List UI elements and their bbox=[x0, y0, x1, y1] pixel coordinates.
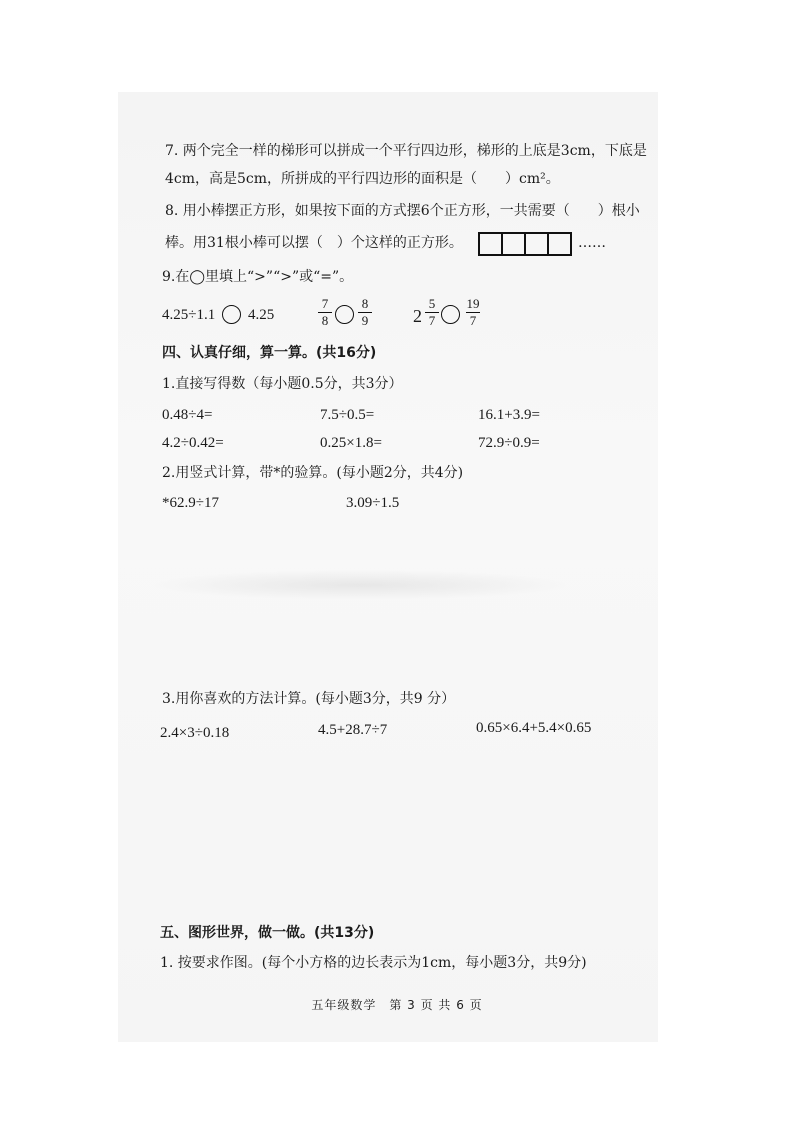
section-4-part-2-title: 2.用竖式计算，带*的验算。(每小题2分，共4分) bbox=[162, 465, 464, 481]
fraction-8-9 bbox=[358, 297, 372, 328]
mental-calc-item: 0.25×1.8= bbox=[320, 435, 382, 451]
calc-item: 2.4×3÷0.18 bbox=[160, 725, 230, 741]
q8-line-2: 棒。用31根小棒可以摆（ ）个这样的正方形。 bbox=[165, 235, 463, 251]
numerator: 7 bbox=[321, 296, 329, 311]
numerator: 8 bbox=[361, 296, 369, 311]
square-1 bbox=[478, 232, 503, 256]
calc-item: 4.5+28.7÷7 bbox=[318, 722, 388, 738]
mental-calc-item: 72.9÷0.9= bbox=[478, 435, 540, 451]
square-4 bbox=[547, 232, 572, 256]
section-5-part-1-title: 1. 按要求作图。(每个小方格的边长表示为1cm，每小题3分，共9分) bbox=[160, 955, 587, 971]
scan-smudge bbox=[150, 570, 570, 600]
q8-line-1: 8. 用小棒摆正方形，如果按下面的方式摆6个正方形，一共需要（ ）根小 bbox=[165, 203, 640, 219]
mental-calc-item: 16.1+3.9= bbox=[478, 407, 540, 423]
q9-item1-right: 4.25 bbox=[248, 307, 275, 323]
denominator: 7 bbox=[428, 313, 436, 328]
denominator: 9 bbox=[361, 313, 369, 328]
denominator: 7 bbox=[469, 313, 477, 328]
compare-circle-2[interactable] bbox=[335, 305, 354, 324]
fraction-5-7 bbox=[425, 297, 439, 328]
square-2 bbox=[501, 232, 526, 256]
section-4-part-1-title: 1.直接写得数（每小题0.5分，共3分） bbox=[162, 376, 403, 392]
fraction-19-7 bbox=[466, 297, 480, 328]
compare-circle-1[interactable] bbox=[222, 305, 241, 324]
denominator: 8 bbox=[321, 313, 329, 328]
mental-calc-item: 0.48÷4= bbox=[162, 407, 213, 423]
numerator: 5 bbox=[428, 296, 436, 311]
vertical-calc-item: 3.09÷1.5 bbox=[346, 495, 400, 511]
compare-circle-3[interactable] bbox=[441, 305, 460, 324]
square-3 bbox=[524, 232, 549, 256]
q8-ellipsis: …… bbox=[578, 235, 606, 251]
page-footer: 五年级数学 第 3 页 共 6 页 bbox=[311, 998, 483, 1012]
section-4-title: 四、认真仔细，算一算。(共16分) bbox=[162, 345, 377, 361]
numerator: 19 bbox=[466, 296, 480, 311]
fraction-7-8 bbox=[318, 297, 332, 328]
q9-item1-left: 4.25÷1.1 bbox=[162, 307, 216, 323]
mental-calc-item: 4.2÷0.42= bbox=[162, 435, 224, 451]
mental-calc-item: 7.5÷0.5= bbox=[320, 407, 375, 423]
vertical-calc-item: *62.9÷17 bbox=[162, 495, 219, 511]
q7-line-1: 7. 两个完全一样的梯形可以拼成一个平行四边形，梯形的上底是3cm，下底是 bbox=[165, 143, 647, 159]
section-4-part-3-title: 3.用你喜欢的方法计算。(每小题3分，共9 分） bbox=[162, 691, 456, 707]
q9-instruction: 9.在◯里填上“>”“>”或“=”。 bbox=[162, 269, 354, 285]
calc-item: 0.65×6.4+5.4×0.65 bbox=[476, 720, 592, 736]
section-5-title: 五、图形世界，做一做。(共13分) bbox=[160, 925, 375, 941]
q7-line-2: 4cm，高是5cm，所拼成的平行四边形的面积是（ ）cm²。 bbox=[165, 171, 560, 187]
matchstick-squares-figure bbox=[480, 232, 572, 256]
mixed-number-whole: 2 bbox=[413, 306, 422, 326]
